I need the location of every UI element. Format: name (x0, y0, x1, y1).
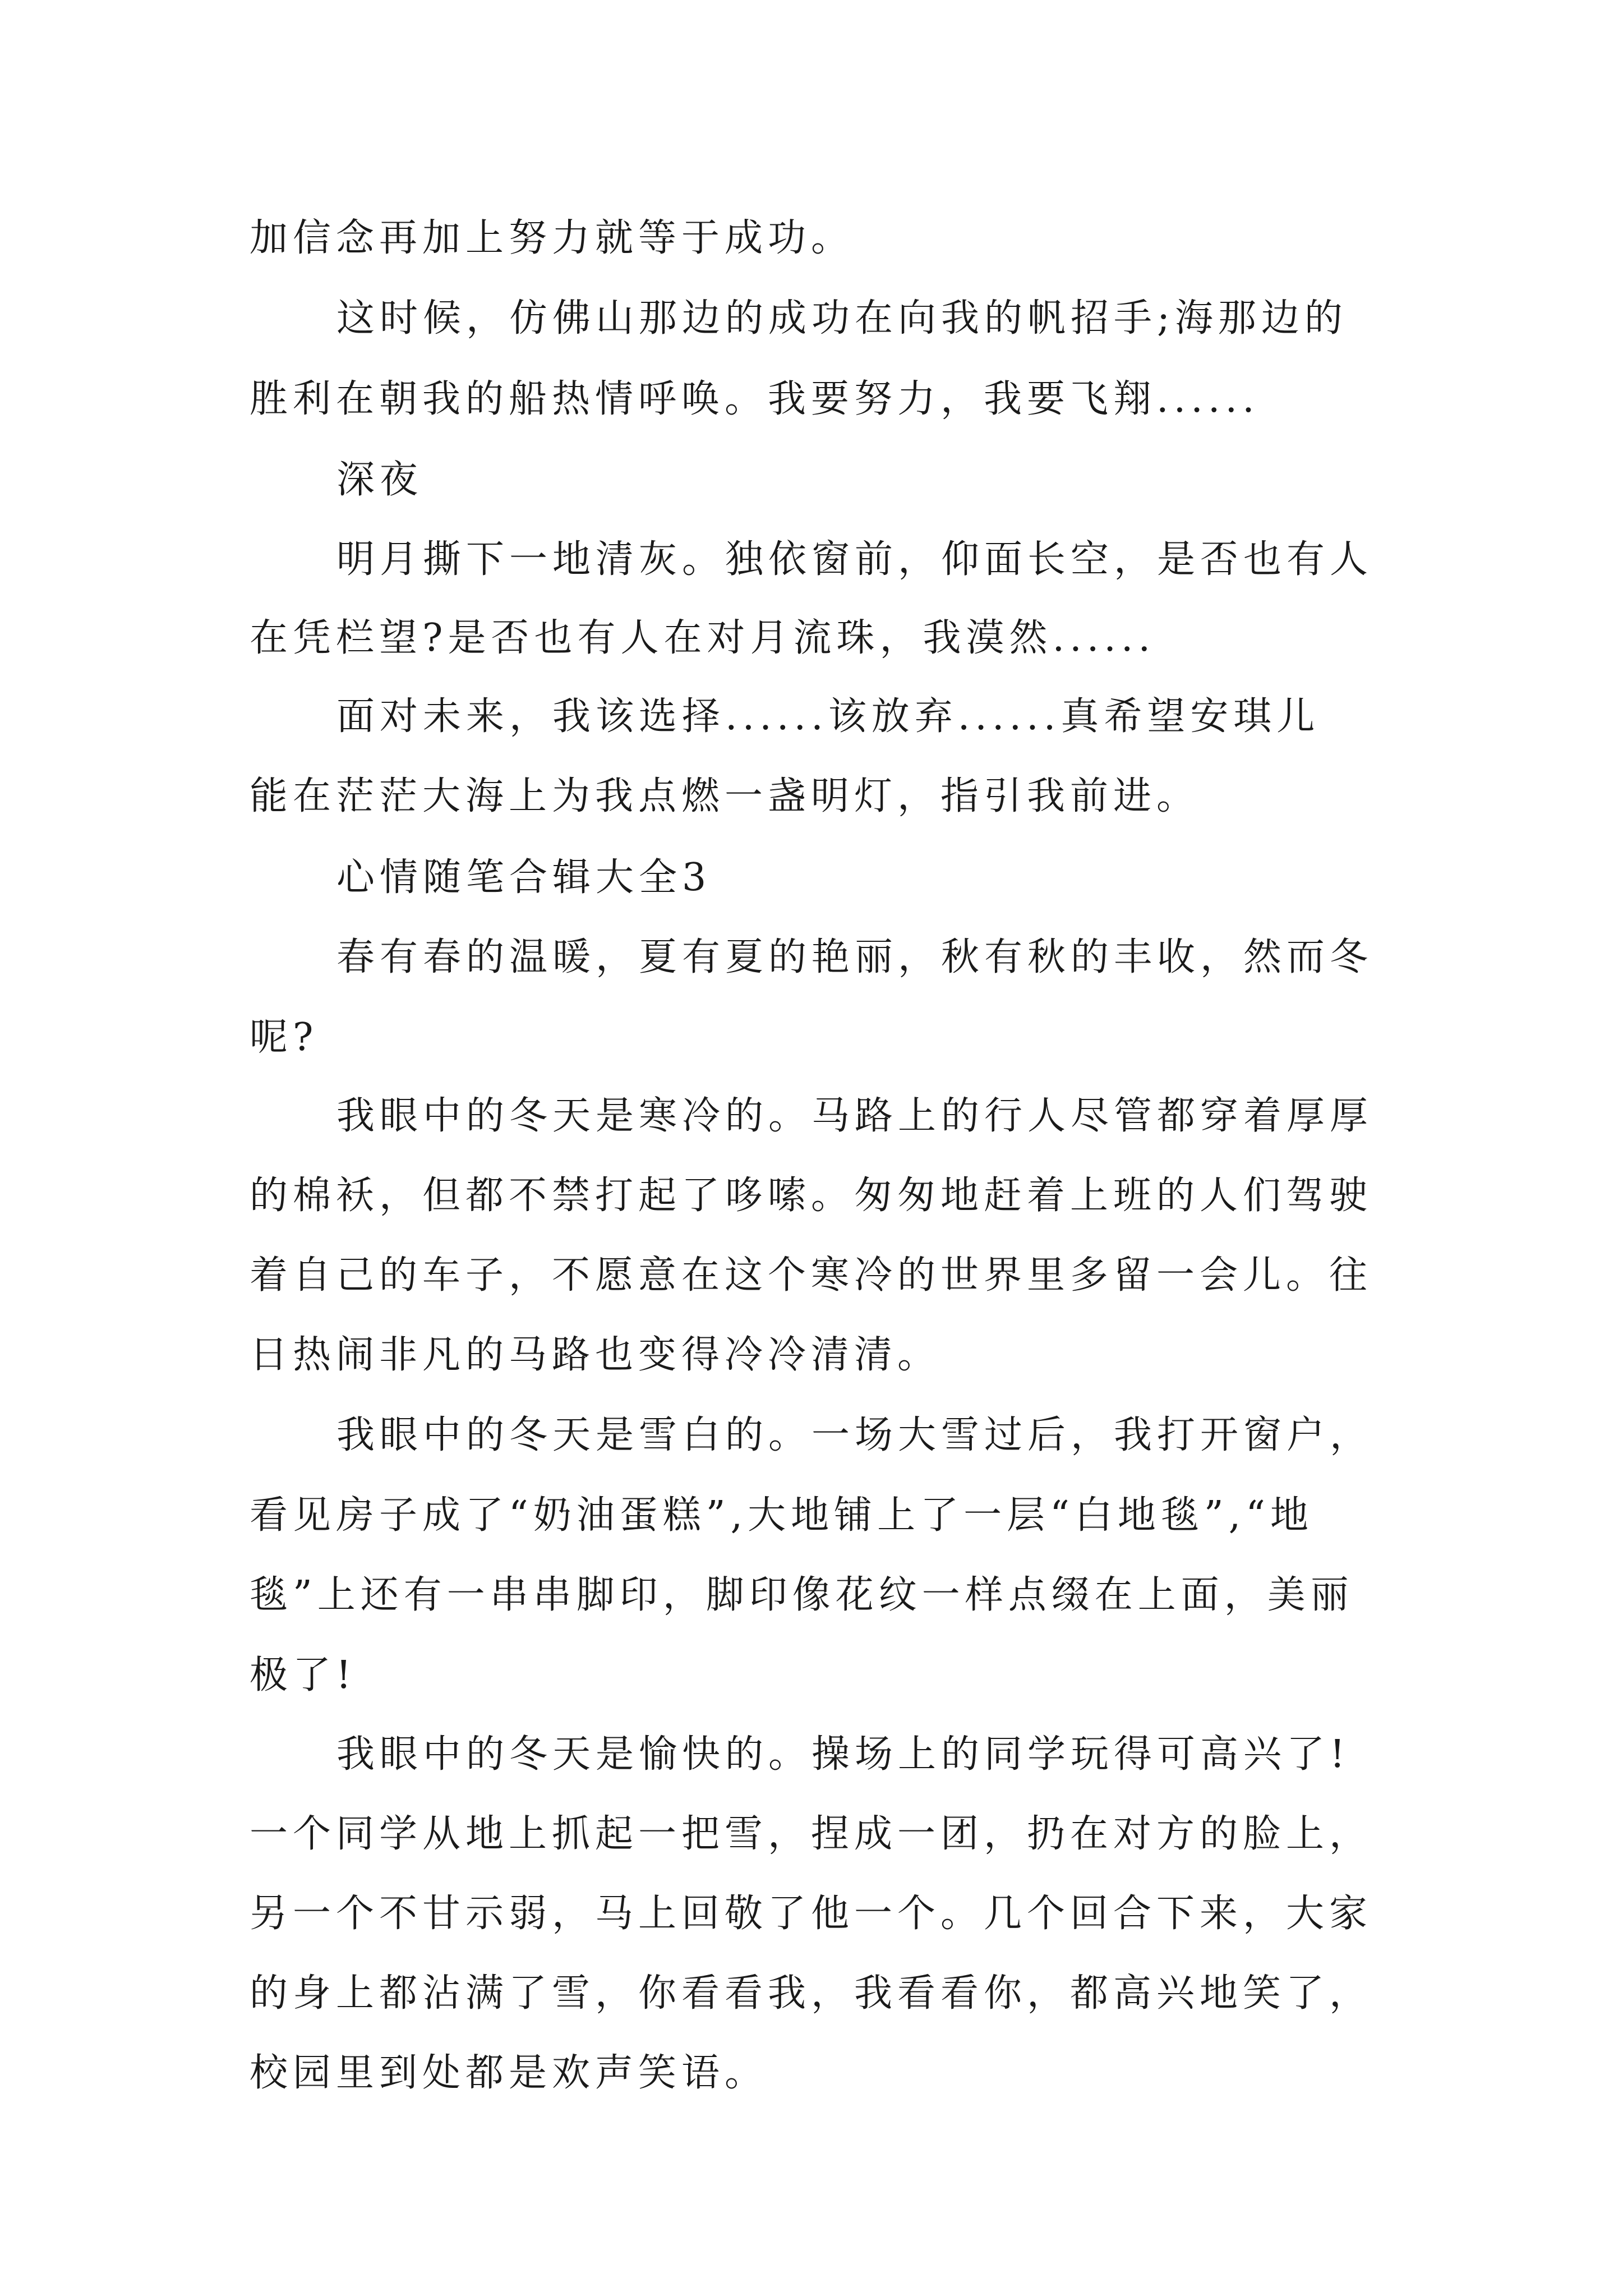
text-line: 一个同学从地上抓起一把雪，捏成一团，扔在对方的脸上， (250, 1812, 1373, 1856)
text-line: 日热闹非凡的马路也变得冷冷清清。 (250, 1333, 941, 1377)
text-line: 极了! (250, 1653, 357, 1697)
text-line: 的棉袄，但都不禁打起了哆嗦。匆匆地赶着上班的人们驾驶 (250, 1174, 1373, 1218)
text-line: 春有春的温暖，夏有夏的艳丽，秋有秋的丰收，然而冬 (336, 935, 1373, 979)
text-line: 看见房子成了“奶油蛋糕”,大地铺上了一层“白地毯”,“地 (250, 1493, 1314, 1538)
text-line: 在凭栏望?是否也有人在对月流珠，我漠然...... (250, 616, 1156, 660)
text-line: 胜利在朝我的船热情呼唤。我要努力，我要飞翔...... (250, 377, 1260, 421)
text-line: 我眼中的冬天是雪白的。一场大雪过后，我打开窗户， (336, 1413, 1373, 1457)
text-line: 毯”上还有一串串脚印，脚印像花纹一样点缀在上面，美丽 (250, 1573, 1354, 1617)
text-line: 我眼中的冬天是愉快的。操场上的同学玩得可高兴了! (336, 1732, 1350, 1777)
text-line: 这时候，仿佛山那边的成功在向我的帆招手;海那边的 (336, 296, 1348, 341)
text-line: 呢? (250, 1015, 319, 1060)
text-line: 加信念再加上努力就等于成功。 (250, 216, 855, 260)
text-line: 的身上都沾满了雪，你看看我，我看看你，都高兴地笑了， (250, 1971, 1373, 2016)
text-line: 着自己的车子，不愿意在这个寒冷的世界里多留一会儿。往 (250, 1253, 1373, 1297)
section-heading: 深夜 (336, 458, 423, 502)
text-line: 另一个不甘示弱，马上回敬了他一个。几个回合下来，大家 (250, 1892, 1373, 1936)
text-line: 明月撕下一地清灰。独依窗前，仰面长空，是否也有人 (336, 537, 1373, 582)
text-line: 能在茫茫大海上为我点燃一盏明灯，指引我前进。 (250, 774, 1200, 818)
text-line: 面对未来，我该选择......该放弃......真希望安琪儿 (336, 694, 1320, 739)
text-line: 我眼中的冬天是寒冷的。马路上的行人尽管都穿着厚厚 (336, 1094, 1373, 1138)
section-heading: 心情随笔合辑大全3 (336, 855, 712, 900)
text-line: 校园里到处都是欢声笑语。 (250, 2051, 768, 2095)
